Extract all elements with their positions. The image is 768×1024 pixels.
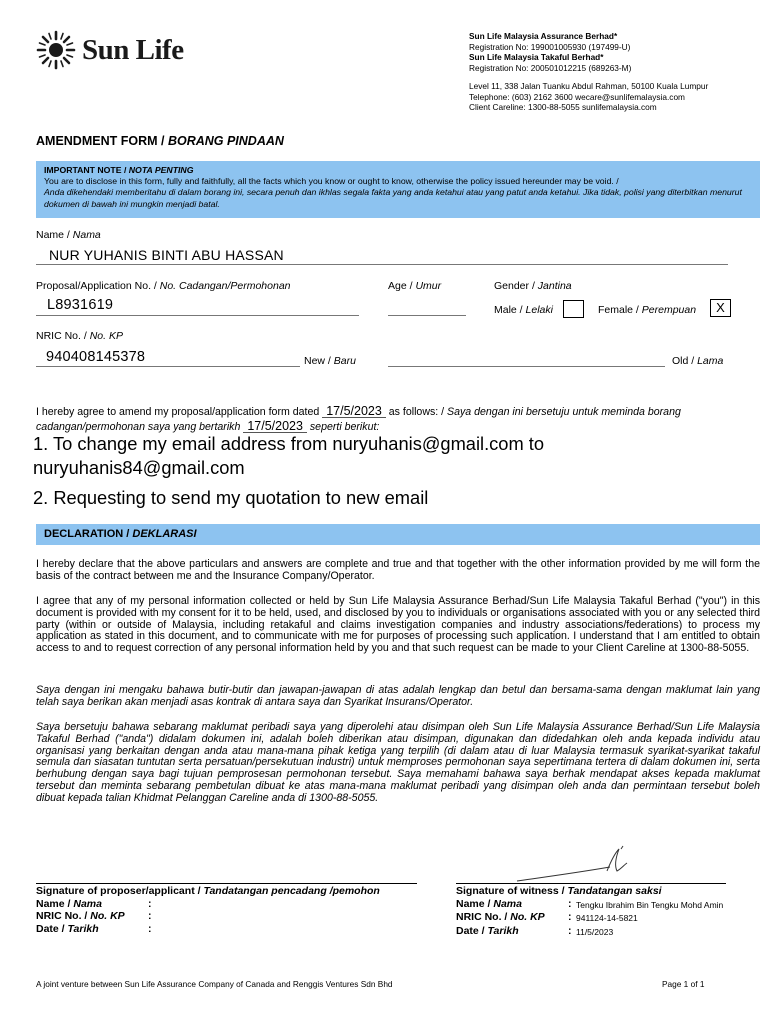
proposal-label-ms: No. Cadangan/Permohonan (159, 280, 291, 292)
new-label-ms: Baru (333, 355, 356, 367)
name-label-ms: Nama (72, 229, 101, 241)
old-label (672, 355, 723, 367)
date-key-ms: Tarikh (487, 924, 519, 937)
note-heading-en: IMPORTANT NOTE / (44, 165, 129, 175)
amendment-statement (36, 405, 760, 434)
nric-new-underline (36, 366, 300, 367)
new-label (304, 355, 356, 367)
declaration-paragraph-1: I hereby declare that the above particulars and answers are complete and true and that together with the other information provided by me will form the basis of the contract between me and the Insurance Company/Operator. (36, 558, 760, 582)
old-label-ms: Lama (697, 355, 724, 367)
sun-icon (36, 30, 76, 70)
name-underline (36, 264, 728, 265)
female-label-ms: Perempuan (641, 304, 697, 316)
declaration-heading-en: DECLARATION / (44, 528, 133, 540)
date-key-en: Date / (456, 924, 488, 937)
proposal-underline (36, 315, 359, 316)
nric-old-field[interactable] (388, 366, 665, 367)
colon: : (148, 897, 152, 910)
nric-label-ms: No. KP (89, 330, 123, 342)
name-label (36, 229, 101, 241)
witness-date-row (456, 925, 723, 939)
proposer-heading-ms: Tandatangan pencadang /pemohon (203, 885, 380, 897)
amendment-date-2[interactable]: 17/5/2023 (243, 420, 307, 433)
declaration-paragraph-3: Saya dengan ini mengaku bahawa butir-butir dan jawapan-jawapan di atas adalah lengkap dan betul dan bersama-sama dengan maklumat lain yang telah saya berikan akan menjadi asas kontrak di antara saya dan Syarikat Insurans/Operator. (36, 684, 760, 708)
colon: : (568, 911, 572, 924)
nric-new-field[interactable]: 940408145378 (46, 349, 146, 365)
important-note-box (36, 161, 760, 218)
name-field[interactable]: NUR YUHANIS BINTI ABU HASSAN (49, 247, 284, 263)
company-telephone: Telephone: (603) 2162 3600 wecare@sunlifemalaysia.com (469, 91, 685, 102)
age-label-en: Age / (388, 280, 416, 292)
colon: : (148, 922, 152, 935)
nric-key-ms: No. KP (510, 911, 545, 924)
declaration-heading (36, 524, 760, 545)
male-label (494, 304, 553, 316)
gender-label-ms: Jantina (537, 280, 572, 292)
amendment-item-2: 2. Requesting to send my quotation to new email (33, 487, 429, 508)
witness-signature-heading (456, 885, 723, 898)
colon: : (148, 910, 152, 923)
witness-heading-ms: Tandatangan saksi (567, 885, 662, 897)
proposer-nric-row (36, 910, 380, 923)
gender-label (494, 280, 572, 292)
nric-key-ms: No. KP (90, 910, 125, 923)
proposer-date-row (36, 923, 380, 936)
nric-label (36, 330, 123, 342)
witness-signature (515, 843, 655, 885)
date-key-en: Date / (36, 922, 68, 935)
company-registration-1: Registration No: 199001005930 (197499-U) (469, 41, 631, 52)
company-line-1: Sun Life Malaysia Assurance Berhad* (469, 31, 618, 41)
witness-heading-en: Signature of witness / (456, 885, 568, 897)
proposal-label-en: Proposal/Application No. / (36, 280, 160, 292)
colon: : (568, 924, 572, 937)
declaration-heading-ms: DEKLARASI (132, 528, 197, 540)
company-address: Level 11, 338 Jalan Tuanku Abdul Rahman, 50100 Kuala Lumpur (469, 81, 709, 91)
company-careline: Client Careline: 1300-88-5055 sunlifemalaysia.com (469, 102, 657, 112)
amendment-item-1: 1. To change my email address from nuryuhanis@gmail.com to nuryuhanis84@gmail.com (33, 433, 545, 478)
declaration-paragraph-4: Saya bersetuju bahawa sebarang maklumat peribadi saya yang diperolehi atau disimpan oleh Sun Life Malaysia Assurance Berhad/Sun Life Malaysia Takaful Berhad ("anda") didalam dokumen ini, adalah boleh diberikan atau disimpan, digunakan dan didedahkan oleh anda kepada individu atau organisasi yang berkaitan dengan anda atau mana-mana pihak ketiga yang terpilih (di dalam atau di luar Malaysia termasuk syarikat-syarikat takaful semula dan siasatan tuntutan serta persatuan/persekutuan industri) untuk memproses permohonan saya sepertimana tertera di dalam dokumen ini, serta berhubung dengan saya bagi tujuan pemprosesan permohonan tersebut. Saya memahami bahawa saya berhak mendapat akses kepada maklumat tersebut dan meminta sebarang pembetulan dibuat ke atas mana-mana maklumat peribadi yang disimpan oleh anda dan permintaan tersebut boleh dibuat kepada talian Khidmat Pelanggan Careline anda di 1300-88-5055. (36, 721, 760, 804)
amendment-date-1[interactable]: 17/5/2023 (322, 405, 386, 418)
proposer-signature-block (36, 885, 380, 935)
note-text-en: You are to disclose in this form, fully and faithfully, all the facts which you know or ought to know, otherwise the policy issued hereunder may be void. / (44, 176, 619, 187)
proposal-number-field[interactable]: L8931619 (47, 297, 114, 313)
amendment-text-as-follows: as follows: / (385, 406, 448, 418)
footer-page-number: Page 1 of 1 (662, 979, 705, 989)
proposer-signature-heading (36, 885, 380, 898)
name-key-ms: Nama (73, 897, 102, 910)
proposer-name-row (36, 898, 380, 911)
female-checkbox[interactable]: X (710, 299, 731, 317)
male-label-en: Male / (494, 304, 526, 316)
name-key-ms: Nama (493, 897, 522, 910)
witness-signature-block (456, 885, 723, 938)
note-heading-ms: NOTA PENTING (128, 165, 194, 175)
date-key-ms: Tarikh (67, 922, 99, 935)
witness-nric-value: 941124-14-5821 (576, 913, 638, 924)
witness-name-row (456, 898, 723, 912)
proposal-label (36, 280, 291, 292)
witness-nric-row (456, 911, 723, 925)
company-registration-2: Registration No: 200501012215 (689263-M) (469, 62, 632, 73)
male-checkbox[interactable] (563, 300, 584, 318)
brand-name: Sun Life (82, 33, 184, 66)
nric-label-en: NRIC No. / (36, 330, 90, 342)
company-info (469, 31, 708, 113)
declaration-paragraph-2: I agree that any of my personal information collected or held by Sun Life Malaysia Assurance Berhad/Sun Life Malaysia Takaful Berhad ("you") in this document is provided with my consent for it to be held, used, and disclosed by you to individuals or organisations associated with you or any selected third party (within or outside of Malaysia, including retakaful and claims investigation companies and industry associations/federations) to process my application as stated in this document, and to communicate with me for purposes of processing such application. I understand that I am entitled to obtain access to and to request correction of any personal information held by you and that such request can be made to your Client Careline at 1300-88-5055. (36, 595, 760, 655)
sun-life-logo (36, 30, 184, 70)
nric-key-en: NRIC No. / (36, 910, 91, 923)
male-label-ms: Lelaki (525, 304, 553, 316)
proposer-heading-en: Signature of proposer/applicant / (36, 885, 204, 897)
company-line-2: Sun Life Malaysia Takaful Berhad* (469, 52, 604, 62)
amendment-text-ms-end: seperti berikut: (306, 420, 380, 433)
name-key-en: Name / (36, 897, 74, 910)
old-label-en: Old / (672, 355, 698, 367)
witness-date-value: 11/5/2023 (576, 926, 614, 937)
witness-name-value: Tengku Ibrahim Bin Tengku Mohd Amin (576, 899, 724, 910)
female-label-en: Female / (598, 304, 642, 316)
amendment-text-ms: Saya dengan ini bersetuju untuk meminda borang cadangan/permohonan saya yang bertarikh (36, 406, 681, 433)
name-label-en: Name / (36, 229, 73, 241)
form-title-en: AMENDMENT FORM / (36, 134, 168, 148)
proposer-signature-line[interactable] (36, 883, 417, 884)
form-title-ms: BORANG PINDAAN (167, 134, 284, 148)
new-label-en: New / (304, 355, 334, 367)
nric-key-en: NRIC No. / (456, 911, 511, 924)
note-text-ms: Anda dikehendaki memberitahu di dalam borang ini, secara penuh dan ikhlas segala fakta yang anda ketahui atau yang patut anda ketahui. Jika tidak, polisi yang diterbitkan menurut dokumen di bawah ini mungkin menjadi batal. (44, 187, 742, 209)
amendment-text-en: I hereby agree to amend my proposal/application form dated (36, 406, 323, 418)
age-label (388, 280, 441, 292)
witness-signature-line[interactable] (456, 883, 726, 884)
name-key-en: Name / (456, 897, 494, 910)
footer-joint-venture: A joint venture between Sun Life Assurance Company of Canada and Renggis Ventures Sdn Bhd (36, 979, 393, 989)
age-field[interactable] (388, 315, 466, 316)
gender-label-en: Gender / (494, 280, 538, 292)
form-title (36, 134, 284, 148)
age-label-ms: Umur (415, 280, 442, 292)
female-label (598, 304, 696, 316)
note-heading (44, 165, 752, 176)
colon: : (568, 897, 572, 910)
